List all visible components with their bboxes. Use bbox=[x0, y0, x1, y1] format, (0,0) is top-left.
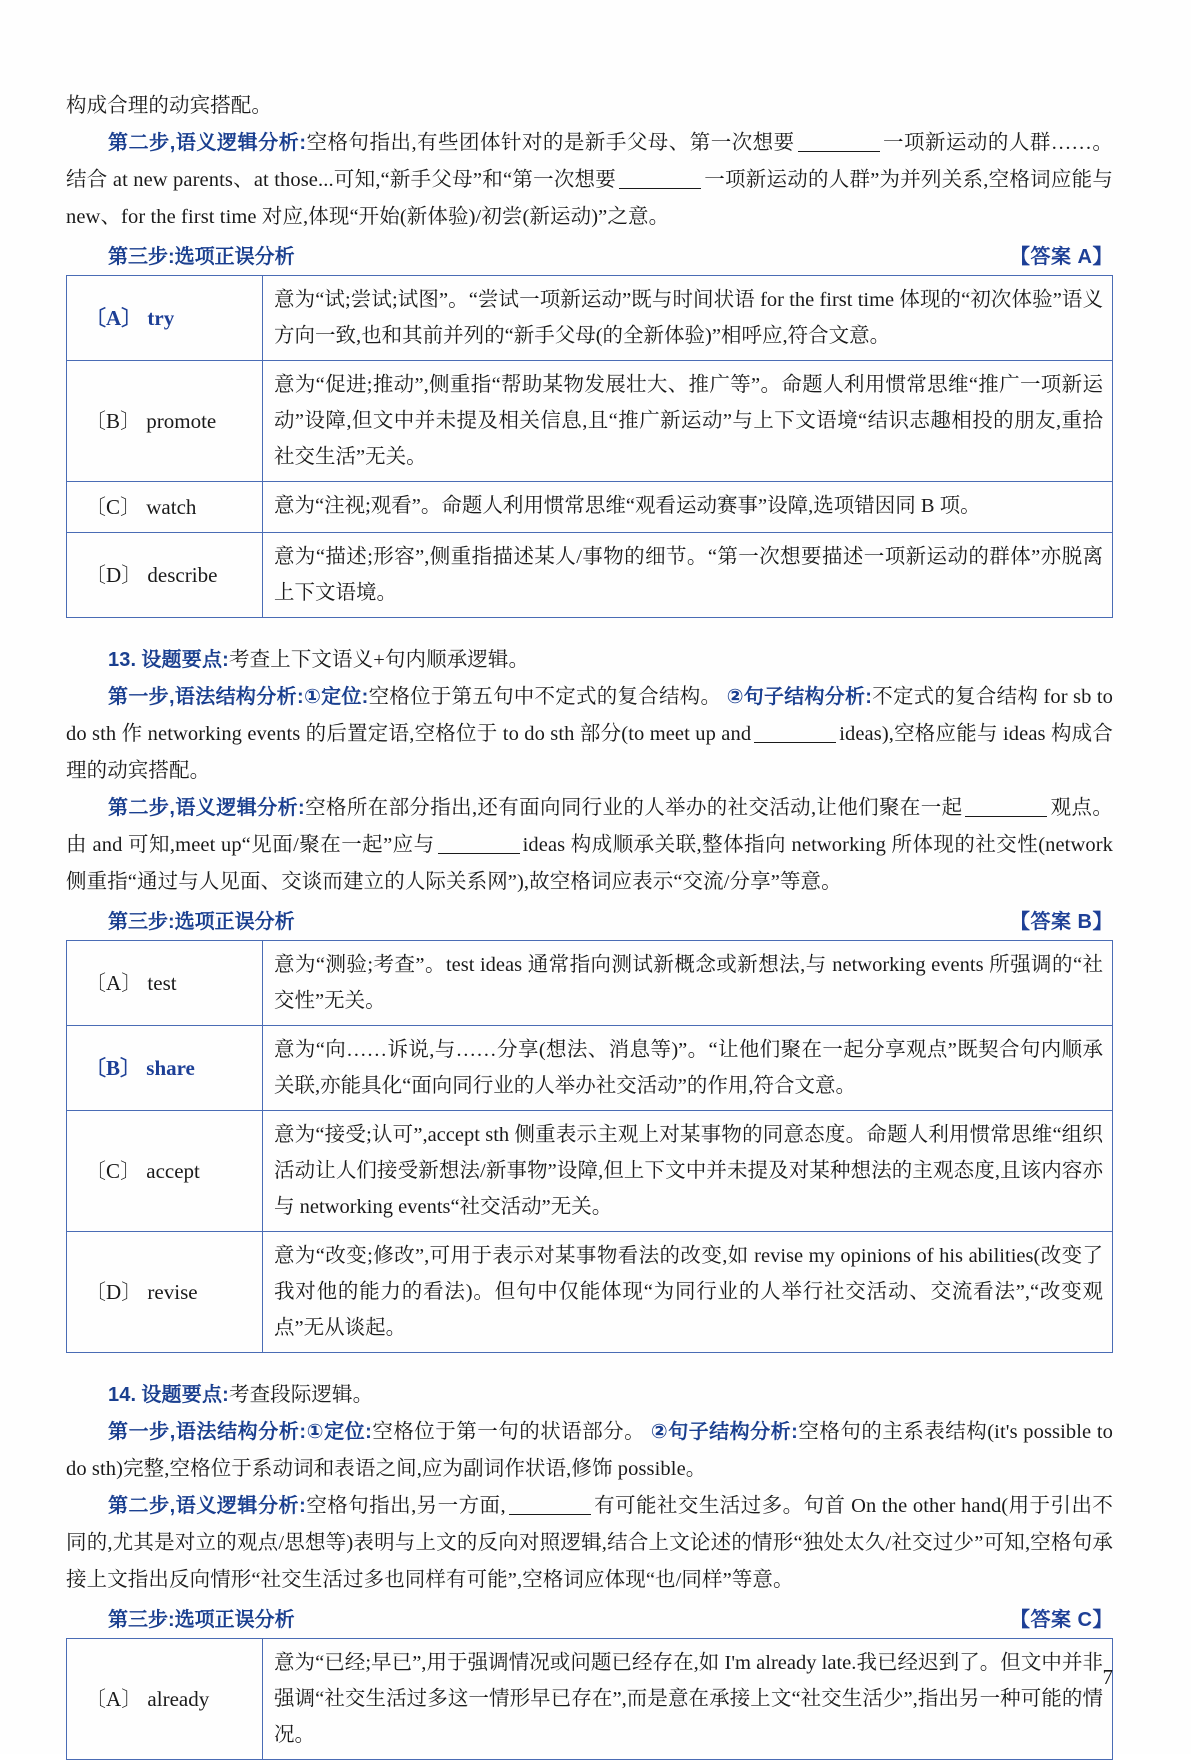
option-desc: 意为“促进;推动”,侧重指“帮助某物发展壮大、推广等”。命题人利用惯常思维“推广一项新运动”设障,但文中并未提及相关信息,且“推广新运动”与上下文语境“结识志趣相投的朋友,重拾社交生活”无关。 bbox=[263, 361, 1113, 482]
q14-step1-label: 第一步,语法结构分析 bbox=[108, 1421, 300, 1443]
page-number: 7 bbox=[1102, 1665, 1113, 1689]
q14-heading-paragraph bbox=[66, 1377, 1113, 1414]
q12-step2-text-b: 一项新运动的人群……。结合 at new parents、at those...可知,“新手父母”和“第一次想要 bbox=[66, 132, 1114, 191]
table-row bbox=[67, 1111, 1113, 1232]
option-desc: 意为“描述;形容”,侧重指描述某人/事物的细节。“第一次想要描述一项新运动的群体”亦脱离上下文语境。 bbox=[263, 533, 1113, 618]
q13-heading-label: 设题要点 bbox=[141, 649, 223, 671]
q13-step2-text-c: ideas 构成顺承关联,整体指向 networking 所体现的社交性(network 侧重指“通过与人见面、交谈而建立的人际关系网”),故空格词应表示“交流/分享”等意。 bbox=[66, 834, 1113, 893]
q14-step3-row bbox=[66, 1603, 1113, 1632]
q13-answer-badge: 【答案 B】 bbox=[1010, 911, 1113, 933]
q14-step1-mark2: ②句子结构分析 bbox=[650, 1421, 792, 1443]
table-row bbox=[67, 276, 1113, 361]
option-word: 〔A〕 already bbox=[67, 1639, 263, 1760]
q12-options-table bbox=[66, 275, 1113, 618]
option-desc: 意为“向……诉说,与……分享(想法、消息等)”。“让他们聚在一起分享观点”既契合句内顺承关联,亦能具化“面向同行业的人举办社交活动”的作用,符合文意。 bbox=[263, 1026, 1113, 1111]
option-word: 〔A〕 try bbox=[67, 276, 263, 361]
q14-heading-text: 考查段际逻辑。 bbox=[229, 1384, 374, 1406]
table-row bbox=[67, 533, 1113, 618]
q14-step2-text-b: 有可能社交生活过多。句首 On the other hand(用于引出不同的,尤其是对立的观点/思想等)表明与上文的反向对照逻辑,结合上文论述的情形“独处太久/社交过少”可知,空格句承接上文指出反向情形“社交生活过多也同样有可能”,空格词应体现“也/同样”等意。 bbox=[66, 1495, 1113, 1591]
option-desc: 意为“接受;认可”,accept sth 侧重表示主观上对某事物的同意态度。命题人利用惯常思维“组织活动让人们接受新想法/新事物”设障,但上下文中并未提及对某种想法的主观态度,且该内容亦与 networking events“社交活动”无关。 bbox=[263, 1111, 1113, 1232]
q14-number: 14. bbox=[108, 1384, 137, 1406]
q14-options-table bbox=[66, 1638, 1113, 1760]
blank-line bbox=[438, 853, 520, 854]
colon: : bbox=[222, 649, 230, 671]
q13-heading-text: 考查上下文语义+句内顺承逻辑。 bbox=[229, 649, 530, 671]
table-row bbox=[67, 1232, 1113, 1353]
q13-step1-mark1: ①定位 bbox=[303, 686, 362, 708]
q13-step2-text-b: 观点。由 and 可知,meet up“见面/聚在一起”应与 bbox=[66, 797, 1113, 856]
option-desc: 意为“试;尝试;试图”。“尝试一项新运动”既与时间状语 for the first time 体现的“初次体验”语义方向一致,也和其前并列的“新手父母(的全新体验)”相呼应,符合文意。 bbox=[263, 276, 1113, 361]
q12-step3-row bbox=[66, 240, 1113, 269]
q14-heading-label: 设题要点 bbox=[141, 1384, 223, 1406]
q13-step1-paragraph bbox=[66, 679, 1113, 790]
q12-step2-label: 第二步,语义逻辑分析 bbox=[108, 132, 300, 154]
colon: : bbox=[791, 1421, 798, 1443]
table-row bbox=[67, 482, 1113, 533]
top-fragment-paragraph bbox=[66, 88, 1113, 125]
q13-options-table bbox=[66, 940, 1113, 1353]
option-word: 〔D〕 describe bbox=[67, 533, 263, 618]
q13-step1-mark2: ②句子结构分析 bbox=[726, 686, 866, 708]
blank-line bbox=[965, 816, 1047, 817]
colon: : bbox=[865, 686, 873, 708]
q13-step3-label: 第三步:选项正误分析 bbox=[108, 911, 295, 933]
table-row bbox=[67, 361, 1113, 482]
q12-step3-label: 第三步:选项正误分析 bbox=[108, 246, 295, 268]
top-fragment-text: 构成合理的动宾搭配。 bbox=[66, 95, 272, 117]
q13-number: 13. bbox=[108, 649, 137, 671]
blank-line bbox=[754, 742, 836, 743]
q14-step2-label: 第二步,语义逻辑分析 bbox=[108, 1495, 300, 1517]
q14-answer-badge: 【答案 C】 bbox=[1010, 1609, 1113, 1631]
q14-step1-text1: 空格位于第一句的状语部分。 bbox=[371, 1421, 646, 1443]
q13-step2-label: 第二步,语义逻辑分析 bbox=[108, 797, 299, 819]
blank-line bbox=[509, 1514, 591, 1515]
blank-line bbox=[798, 151, 880, 152]
spacer bbox=[66, 1363, 1113, 1377]
q12-step2-paragraph bbox=[66, 125, 1113, 236]
q13-step2-text-a: 空格所在部分指出,还有面向同行业的人举办的社交活动,让他们聚在一起 bbox=[304, 797, 963, 819]
colon: : bbox=[296, 686, 304, 708]
q14-step1-text2: 空格句的主系表结构(it's possible to do sth)完整,空格位于系动词和表语之间,应为副词作状语,修饰 possible。 bbox=[66, 1421, 1114, 1480]
option-word: 〔B〕 share bbox=[67, 1026, 263, 1111]
option-word: 〔C〕 watch bbox=[67, 482, 263, 533]
q12-answer-badge: 【答案 A】 bbox=[1010, 246, 1113, 268]
q13-step1-text2a: 不定式的复合结构 for sb to do sth 作 networking events 的后置定语,空格位于 to do sth 部分(to meet up and bbox=[66, 686, 1113, 745]
q14-step3-label: 第三步:选项正误分析 bbox=[108, 1609, 295, 1631]
option-word: 〔C〕 accept bbox=[67, 1111, 263, 1232]
colon: : bbox=[299, 1421, 307, 1443]
option-desc: 意为“测验;考查”。test ideas 通常指向测试新概念或新想法,与 networking events 所强调的“社交性”无关。 bbox=[263, 941, 1113, 1026]
q13-heading-paragraph bbox=[66, 642, 1113, 679]
q12-step2-colon: : bbox=[299, 132, 307, 154]
option-desc: 意为“注视;观看”。命题人利用惯常思维“观看运动赛事”设障,选项错因同 B 项。 bbox=[263, 482, 1113, 533]
q13-step3-row bbox=[66, 905, 1113, 934]
table-row bbox=[67, 941, 1113, 1026]
option-word: 〔B〕 promote bbox=[67, 361, 263, 482]
option-desc: 意为“已经;早已”,用于强调情况或问题已经存在,如 I'm already late.我已经迟到了。但文中并非强调“社交生活过多这一情形早已存在”,而是意在承接上文“社交生活少”,指出另一种可能的情况。 bbox=[263, 1639, 1113, 1760]
q14-step1-mark1: ①定位 bbox=[306, 1421, 366, 1443]
q13-step1-text2b: ideas),空格应能与 ideas 构成合理的动宾搭配。 bbox=[66, 723, 1113, 782]
spacer bbox=[66, 628, 1113, 642]
q12-step2-text-a: 空格句指出,有些团体针对的是新手父母、第一次想要 bbox=[306, 132, 795, 154]
q13-step2-paragraph bbox=[66, 790, 1113, 901]
q12-step2-text-c: 一项新运动的人群”为并列关系,空格词应能与 new、for the first time 对应,体现“开始(新体验)/初尝(新运动)”之意。 bbox=[66, 169, 1113, 228]
option-desc: 意为“改变;修改”,可用于表示对某事物看法的改变,如 revise my opinions of his abilities(改变了我对他的能力的看法)。但句中仅能体现“为同行业的人举行社交活动、交流看法”,“改变观点”无从谈起。 bbox=[263, 1232, 1113, 1353]
blank-line bbox=[619, 188, 701, 189]
q14-step2-paragraph bbox=[66, 1488, 1113, 1599]
option-word: 〔A〕 test bbox=[67, 941, 263, 1026]
colon: : bbox=[298, 797, 305, 819]
colon: : bbox=[365, 1421, 372, 1443]
table-row bbox=[67, 1639, 1113, 1760]
table-row bbox=[67, 1026, 1113, 1111]
q13-step1-label: 第一步,语法结构分析 bbox=[108, 686, 297, 708]
colon: : bbox=[222, 1384, 230, 1406]
option-word: 〔D〕 revise bbox=[67, 1232, 263, 1353]
q14-step2-text-a: 空格句指出,另一方面, bbox=[305, 1495, 506, 1517]
q14-step1-paragraph bbox=[66, 1414, 1113, 1488]
colon: : bbox=[299, 1495, 306, 1517]
q13-step1-text1: 空格位于第五句中不定式的复合结构。 bbox=[368, 686, 722, 708]
colon: : bbox=[361, 686, 369, 708]
